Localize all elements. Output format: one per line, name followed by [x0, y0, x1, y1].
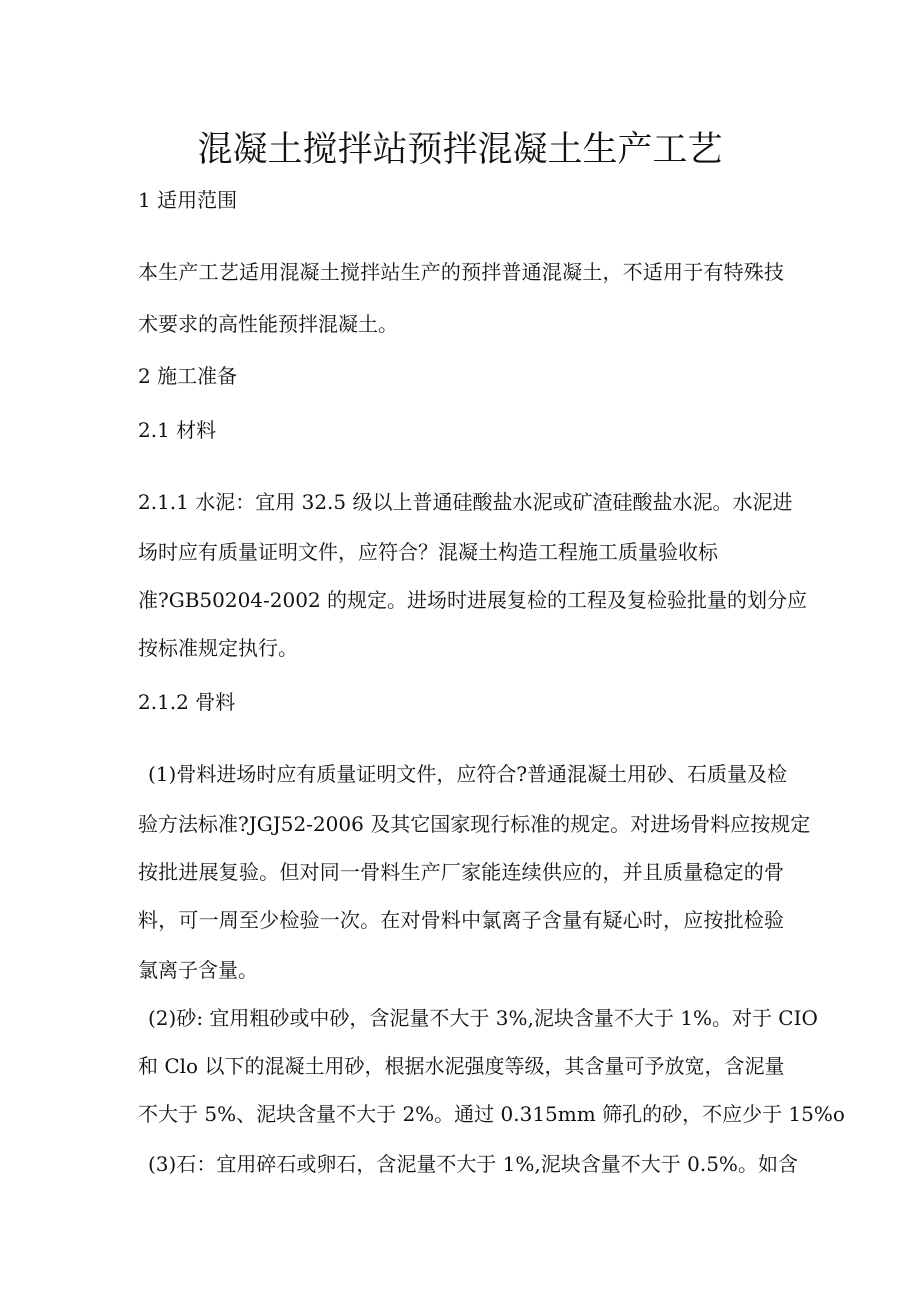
paragraph-line: 本生产工艺适用混凝土搅拌站生产的预拌普通混凝土，不适用于有特殊技 [138, 260, 784, 284]
paragraph-line: 场时应有质量证明文件，应符合？混凝土构造工程施工质量验收标 [138, 540, 718, 564]
section-heading-2: 2 施工准备 [138, 364, 238, 388]
paragraph-line: 准?GB50204-2002 的规定。进场时进展复检的工程及复检验批量的划分应 [138, 588, 808, 612]
paragraph-line: 按标准规定执行。 [138, 636, 298, 660]
paragraph-line: 和 Clo 以下的混凝土用砂，根据水泥强度等级，其含量可予放宽，含泥量 [138, 1054, 785, 1078]
paragraph-line: (1)骨料进场时应有质量证明文件，应符合?普通混凝土用砂、石质量及检 [148, 762, 788, 786]
section-heading-1: 1 适用范围 [138, 188, 238, 212]
paragraph-line: 料，可一周至少检验一次。在对骨料中氯离子含量有疑心时，应按批检验 [138, 908, 784, 932]
paragraph-line: (3)石：宜用碎石或卵石，含泥量不大于 1%,泥块含量不大于 0.5%。如含 [148, 1152, 798, 1176]
paragraph-line: 不大于 5%、泥块含量不大于 2%。通过 0.315mm 筛孔的砂，不应少于 15%o [138, 1102, 845, 1126]
paragraph-line: 验方法标准?JGJ52-2006 及其它国家现行标准的规定。对进场骨料应按规定 [138, 812, 811, 836]
paragraph-line: 术要求的高性能预拌混凝土。 [138, 312, 398, 336]
paragraph-line: 2.1.1 水泥：宜用 32.5 级以上普通硅酸盐水泥或矿渣硅酸盐水泥。水泥进 [138, 490, 793, 514]
section-heading-2-1-2: 2.1.2 骨料 [138, 690, 236, 714]
paragraph-line: (2)砂: 宜用粗砂或中砂，含泥量不大于 3%,泥块含量不大于 1%。对于 CIO [148, 1006, 818, 1030]
paragraph-line: 氯离子含量。 [138, 958, 258, 982]
paragraph-line: 按批进展复验。但对同一骨料生产厂家能连续供应的，并且质量稳定的骨 [138, 860, 784, 884]
document-title: 混凝土搅拌站预拌混凝土生产工艺 [197, 130, 723, 170]
section-heading-2-1: 2.1 材料 [138, 418, 217, 442]
